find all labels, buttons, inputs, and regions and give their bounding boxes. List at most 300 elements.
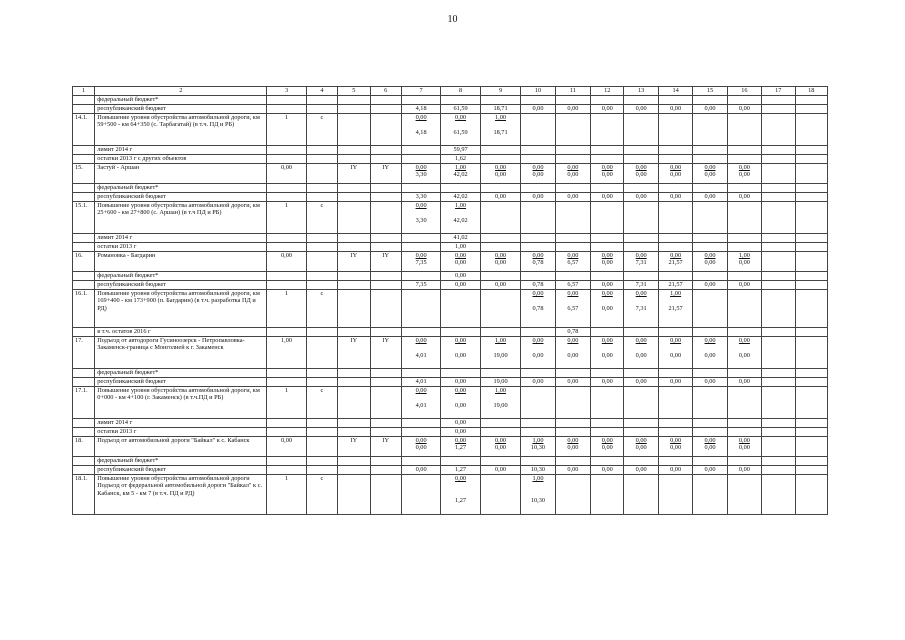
cell-value (443, 121, 477, 128)
table-cell (658, 387, 692, 419)
table-cell (441, 437, 480, 457)
table-cell (73, 243, 95, 252)
table-cell (693, 105, 727, 114)
cell-value: 0,00 (567, 105, 579, 112)
cell-value: 0,00 (532, 252, 544, 259)
table-row (73, 419, 828, 428)
table-cell: IY (338, 252, 370, 272)
table-cell (693, 202, 727, 234)
table-cell (555, 234, 590, 243)
table-cell: остатки 2013 г с других объектов (95, 155, 267, 164)
table-cell: 18.1. (73, 475, 95, 515)
table-cell: республиканский бюджет (95, 193, 267, 202)
table-cell (762, 387, 795, 419)
table-cell (401, 105, 440, 114)
table-cell: лимит 2014 г (95, 419, 267, 428)
cell-value: 41,02 (453, 234, 468, 241)
table-cell (441, 202, 480, 234)
table-row (73, 202, 828, 234)
table-cell (521, 184, 555, 193)
table-row (73, 146, 828, 155)
table-cell (727, 419, 761, 428)
table-cell (693, 243, 727, 252)
table-cell (727, 234, 761, 243)
column-header: 2 (95, 87, 267, 96)
table-cell (338, 281, 370, 290)
table-cell (267, 234, 306, 243)
cell-value (443, 394, 477, 401)
table-cell (267, 155, 306, 164)
table-cell (555, 146, 590, 155)
table-cell (762, 475, 795, 515)
cell-value: 0,00 (635, 193, 647, 200)
table-cell (727, 96, 761, 105)
cell-value: 0,00 (567, 437, 579, 444)
table-cell (555, 114, 590, 146)
cell-value: 0,00 (601, 164, 613, 171)
cell-value: 0,00 (567, 444, 579, 452)
table-cell (370, 105, 401, 114)
table-cell (727, 272, 761, 281)
table-cell (306, 234, 337, 243)
cell-value: 0,00 (704, 171, 716, 179)
table-cell (555, 437, 590, 457)
table-cell (693, 290, 727, 328)
table-cell (624, 272, 658, 281)
cell-value: 0,00 (635, 171, 647, 179)
column-header: 4 (306, 87, 337, 96)
table-cell (762, 184, 795, 193)
table-cell (521, 234, 555, 243)
cell-value (404, 121, 438, 128)
cell-value: 0,00 (738, 337, 750, 344)
table-cell: республиканский бюджет (95, 466, 267, 475)
cell-value: 0,00 (567, 337, 579, 344)
table-row (73, 96, 828, 105)
cell-value: 0,00 (415, 114, 427, 121)
table-cell (338, 387, 370, 419)
cell-value: 0,00 (670, 171, 682, 179)
table-cell (591, 281, 624, 290)
table-cell (555, 328, 590, 337)
table-cell (306, 164, 337, 184)
cell-value: 0,00 (635, 105, 647, 112)
table-cell (555, 387, 590, 419)
column-header: 9 (480, 87, 520, 96)
cell-value: 0,00 (532, 171, 544, 179)
cell-value: 1,00 (455, 164, 467, 171)
table-cell (762, 369, 795, 378)
table-cell (591, 457, 624, 466)
table-cell (693, 419, 727, 428)
table-cell (73, 272, 95, 281)
cell-value: 1,00 (738, 252, 750, 259)
table-cell (624, 387, 658, 419)
column-header: 7 (401, 87, 440, 96)
cell-value (593, 297, 621, 304)
cell-value: 0,00 (738, 281, 750, 288)
table-cell (338, 475, 370, 515)
table-cell (624, 419, 658, 428)
table-cell (441, 466, 480, 475)
table-cell (480, 202, 520, 234)
cell-value: 61,59 (453, 105, 468, 112)
cell-value (626, 344, 655, 351)
cell-value: 3,30 (415, 193, 427, 200)
table-cell (370, 428, 401, 437)
cell-value: 0,00 (670, 193, 682, 200)
table-cell (441, 114, 480, 146)
table-cell (521, 466, 555, 475)
table-cell (591, 184, 624, 193)
table-cell (480, 155, 520, 164)
table-cell (727, 475, 761, 515)
table-cell (591, 387, 624, 419)
cell-value: 0,00 (635, 337, 647, 344)
cell-value: 0,00 (415, 444, 427, 452)
table-cell (521, 243, 555, 252)
table-cell (795, 146, 828, 155)
cell-value: 7,31 (635, 281, 647, 288)
table-cell (624, 475, 658, 515)
cell-value: 0,00 (601, 444, 613, 452)
column-header: 1 (73, 87, 95, 96)
table-cell (401, 328, 440, 337)
table-cell (441, 234, 480, 243)
table-cell (727, 369, 761, 378)
table-cell (727, 105, 761, 114)
table-cell (521, 475, 555, 515)
cell-value: 42,02 (453, 193, 468, 200)
table-cell (401, 202, 440, 234)
table-cell: 14.1. (73, 114, 95, 146)
table-cell (480, 281, 520, 290)
table-cell (480, 184, 520, 193)
table-cell: 1 (267, 290, 306, 328)
cell-value: 0,00 (495, 466, 507, 473)
table-cell (762, 457, 795, 466)
cell-value (483, 394, 518, 401)
table-cell (555, 252, 590, 272)
cell-value: 0,00 (670, 378, 682, 385)
table-cell (521, 252, 555, 272)
cell-value: 0,00 (601, 304, 613, 312)
table-cell (591, 193, 624, 202)
cell-value (443, 209, 477, 216)
column-header: 11 (555, 87, 590, 96)
table-cell (370, 387, 401, 419)
table-cell (73, 184, 95, 193)
table-cell (658, 243, 692, 252)
cell-value: 0,00 (635, 252, 647, 259)
table-cell (480, 290, 520, 328)
table-cell (795, 105, 828, 114)
table-cell: лимит 2014 г (95, 234, 267, 243)
cell-value: 0,00 (532, 164, 544, 171)
cell-value: 0,00 (567, 378, 579, 385)
cell-value: 0,00 (601, 193, 613, 200)
table-row (73, 184, 828, 193)
table-cell (693, 457, 727, 466)
table-cell (693, 164, 727, 184)
table-cell (762, 234, 795, 243)
table-cell (370, 146, 401, 155)
table-cell: с (306, 290, 337, 328)
table-cell (370, 155, 401, 164)
table-cell (624, 457, 658, 466)
table-cell (795, 155, 828, 164)
table-cell (727, 252, 761, 272)
table-row (73, 437, 828, 457)
cell-value: 0,00 (704, 444, 716, 452)
cell-value: 4,01 (415, 351, 427, 359)
cell-value: 21,57 (668, 259, 683, 267)
table-cell (401, 378, 440, 387)
table-cell (658, 290, 692, 328)
column-header: 16 (727, 87, 761, 96)
table-cell (401, 387, 440, 419)
table-cell (306, 466, 337, 475)
cell-value: 0,00 (670, 337, 682, 344)
table-cell (762, 428, 795, 437)
table-cell: Подъезд от автодороги Гусиноозерск - Петропавловка-Закаменск-граница с Монголией к г. Закаменск (95, 337, 267, 369)
column-header: 17 (762, 87, 795, 96)
table-cell (555, 193, 590, 202)
table-cell (521, 193, 555, 202)
table-cell (370, 328, 401, 337)
table-cell (370, 234, 401, 243)
cell-value: 0,00 (455, 378, 467, 385)
table-cell: 18. (73, 437, 95, 457)
table-cell (441, 243, 480, 252)
table-cell (267, 193, 306, 202)
table-cell (73, 105, 95, 114)
table-cell (591, 96, 624, 105)
table-cell: 17.1. (73, 387, 95, 419)
table-cell: 0,00 (267, 437, 306, 457)
table-cell (480, 419, 520, 428)
column-header: 15 (693, 87, 727, 96)
table-cell (591, 155, 624, 164)
table-cell (555, 369, 590, 378)
table-cell (693, 96, 727, 105)
table-cell: 1,00 (267, 337, 306, 369)
table-cell (591, 272, 624, 281)
table-cell (727, 378, 761, 387)
table-cell (338, 369, 370, 378)
table-cell (658, 337, 692, 369)
table-cell (658, 193, 692, 202)
cell-value (695, 344, 724, 351)
table-cell: федеральный бюджет* (95, 272, 267, 281)
table-cell: Повышение уровня обустройства автомобильной дороги, км 25+600 - км 27+800 (с. Аршан) (в т.ч ПД и РБ) (95, 202, 267, 234)
table-cell (521, 378, 555, 387)
table-cell: с (306, 387, 337, 419)
column-header: 10 (521, 87, 555, 96)
table-cell (306, 328, 337, 337)
table-cell (624, 243, 658, 252)
table-cell (727, 202, 761, 234)
column-header: 6 (370, 87, 401, 96)
table-cell (658, 202, 692, 234)
table-cell (338, 290, 370, 328)
table-cell (693, 234, 727, 243)
table-cell (762, 252, 795, 272)
table-cell (624, 193, 658, 202)
cell-value: 21,57 (668, 304, 683, 312)
table-cell: 15.1. (73, 202, 95, 234)
table-cell (521, 281, 555, 290)
table-row (73, 243, 828, 252)
table-cell (441, 428, 480, 437)
table-cell (480, 337, 520, 369)
table-cell (521, 272, 555, 281)
table-cell (795, 272, 828, 281)
cell-value (443, 490, 477, 497)
cell-value: 10,30 (530, 497, 546, 505)
table-cell (521, 202, 555, 234)
cell-value: 0,00 (567, 351, 579, 359)
column-header: 12 (591, 87, 624, 96)
table-cell (555, 378, 590, 387)
table-cell (306, 337, 337, 369)
table-row (73, 378, 828, 387)
table-cell (441, 328, 480, 337)
table-cell (555, 457, 590, 466)
table-cell (521, 369, 555, 378)
table-cell (795, 243, 828, 252)
table-cell: IY (338, 437, 370, 457)
cell-value: 0,00 (567, 164, 579, 171)
cell-value: 3,30 (415, 216, 427, 224)
cell-value: 0,00 (601, 290, 613, 297)
table-cell (762, 114, 795, 146)
cell-value: 10,30 (530, 444, 546, 452)
table-cell (624, 234, 658, 243)
cell-value: 0,00 (532, 105, 544, 112)
cell-value: 0,00 (704, 164, 716, 171)
cell-value: 0,00 (455, 281, 467, 288)
table-cell (693, 387, 727, 419)
table-cell (795, 337, 828, 369)
table-cell (555, 466, 590, 475)
table-cell (441, 184, 480, 193)
table-cell (727, 281, 761, 290)
table-cell (658, 466, 692, 475)
table-cell (73, 96, 95, 105)
cell-value: 1,00 (495, 387, 507, 394)
table-cell (591, 290, 624, 328)
table-cell (480, 252, 520, 272)
cell-value: 0,00 (670, 351, 682, 359)
table-cell (267, 281, 306, 290)
cell-value: 0,00 (601, 252, 613, 259)
cell-value: 0,00 (704, 252, 716, 259)
cell-value (483, 121, 518, 128)
cell-value: 0,00 (738, 164, 750, 171)
table-cell (762, 243, 795, 252)
cell-value: 0,00 (455, 419, 467, 426)
table-cell (306, 155, 337, 164)
table-cell (795, 328, 828, 337)
cell-value: 1,27 (455, 497, 467, 505)
table-cell (727, 164, 761, 184)
table-cell (370, 243, 401, 252)
cell-value: 0,00 (455, 272, 467, 279)
table-cell (762, 164, 795, 184)
cell-value: 0,00 (532, 378, 544, 385)
table-cell (795, 369, 828, 378)
cell-value: 0,00 (704, 281, 716, 288)
cell-value: 6,57 (567, 259, 579, 267)
table-cell (555, 428, 590, 437)
table-cell (521, 105, 555, 114)
cell-value (523, 482, 552, 489)
table-cell (727, 328, 761, 337)
table-cell (521, 164, 555, 184)
cell-value: 0,00 (455, 259, 467, 267)
table-cell (73, 369, 95, 378)
table-cell (693, 193, 727, 202)
cell-value: 0,00 (704, 193, 716, 200)
table-cell (73, 428, 95, 437)
table-cell (338, 457, 370, 466)
table-cell (338, 243, 370, 252)
table-cell (658, 378, 692, 387)
header-row (73, 87, 828, 96)
cell-value: 7,31 (635, 304, 647, 312)
table-cell (624, 96, 658, 105)
cell-value: 0,00 (635, 378, 647, 385)
table-cell (370, 114, 401, 146)
cell-value: 0,00 (704, 105, 716, 112)
table-cell (401, 184, 440, 193)
table-cell (370, 202, 401, 234)
cell-value: 19,00 (493, 401, 508, 409)
table-cell (727, 193, 761, 202)
cell-value: 0,00 (415, 437, 427, 444)
table-cell (555, 96, 590, 105)
table-cell (370, 466, 401, 475)
table-cell: федеральный бюджет* (95, 96, 267, 105)
cell-value: 4,01 (415, 378, 427, 385)
table-cell (73, 234, 95, 243)
cell-value (443, 344, 477, 351)
table-cell (480, 193, 520, 202)
table-cell: Подъезд от автомобильной дороги "Байкал" к с. Кабанск (95, 437, 267, 457)
cell-value (626, 297, 655, 304)
table-cell (591, 378, 624, 387)
cell-value: 0,00 (635, 466, 647, 473)
table-cell (521, 428, 555, 437)
table-cell (441, 475, 480, 515)
table-row (73, 457, 828, 466)
table-cell (401, 155, 440, 164)
cell-value: 0,00 (670, 164, 682, 171)
cell-value: 0,00 (495, 193, 507, 200)
table-cell (795, 475, 828, 515)
table-cell (306, 105, 337, 114)
cell-value: 0,00 (704, 351, 716, 359)
table-cell (555, 105, 590, 114)
table-cell: с (306, 202, 337, 234)
table-cell (401, 146, 440, 155)
table-cell: 1 (267, 114, 306, 146)
cell-value: 7,35 (415, 259, 427, 267)
cell-value (523, 490, 552, 497)
table-cell (338, 184, 370, 193)
table-cell (521, 155, 555, 164)
